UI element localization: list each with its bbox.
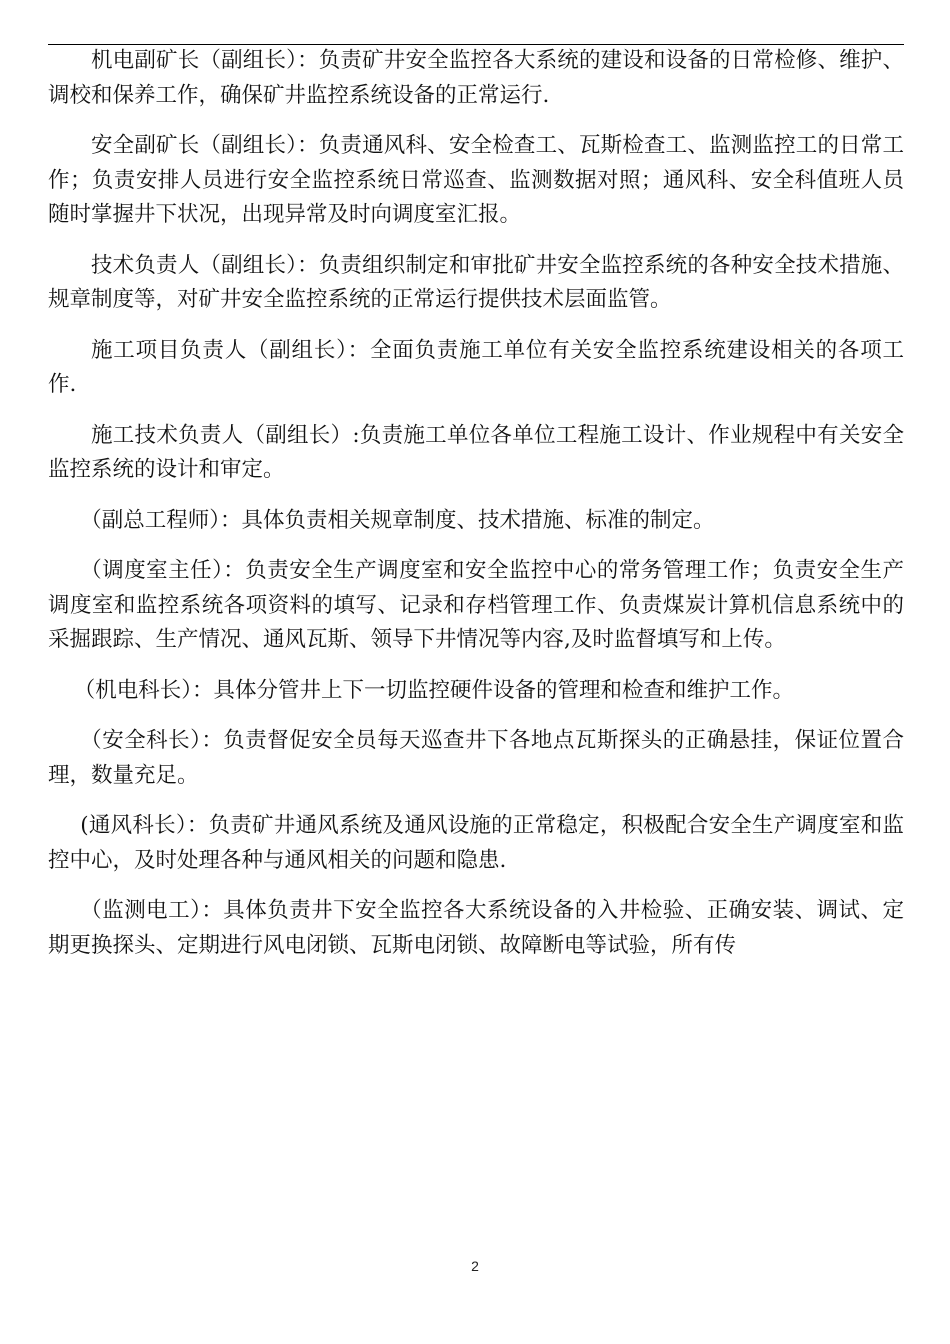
paragraph-deputy-chief-engineer: （副总工程师）：具体负责相关规章制度、技术措施、标准的制定。 [80, 507, 715, 533]
paragraph-dispatch-director: （调度室主任）：负责安全生产调度室和安全监控中心的常务管理工作；负责安全生产调度室和监控系统各项资料的填写、记录和存档管理工作、负责煤炭计算机信息系统中的采掘跟踪、生产情况、通风瓦斯、领导下井情况等内容,及时监督填写和上传。 [48, 558, 904, 652]
paragraph-mechanical-deputy: 机电副矿长（副组长）：负责矿井安全监控各大系统的建设和设备的日常检修、维护、调校和保养工作，确保矿井监控系统设备的正常运行. [48, 48, 904, 108]
paragraph-technical-lead: 技术负责人（副组长）：负责组织制定和审批矿井安全监控系统的各种安全技术措施、规章制度等，对矿井安全监控系统的正常运行提供技术层面监管。 [48, 252, 904, 312]
paragraph-construction-project-lead: 施工项目负责人（副组长）：全面负责施工单位有关安全监控系统建设相关的各项工作. [48, 337, 904, 397]
paragraph-mechanical-section-chief: （机电科长）：具体分管井上下一切监控硬件设备的管理和检查和维护工作。 [73, 677, 795, 703]
paragraph-monitoring-electrician: （监测电工）：具体负责井下安全监控各大系统设备的入井检验、正确安装、调试、定期更换探头、定期进行风电闭锁、瓦斯电闭锁、故障断电等试验，所有传 [48, 898, 904, 958]
paragraph-safety-deputy: 安全副矿长（副组长）：负责通风科、安全检查工、瓦斯检查工、监测监控工的日常工作；负责安排人员进行安全监控系统日常巡查、监测数据对照；通风科、安全科值班人员随时掌握井下状况，出现异常及时向调度室汇报。 [48, 133, 904, 227]
paragraph-ventilation-section-chief: (通风科长）：负责矿井通风系统及通风设施的正常稳定，积极配合安全生产调度室和监控中心，及时处理各种与通风相关的问题和隐患. [48, 813, 904, 873]
document-body [48, 44, 904, 979]
page-number: 2 [471, 1258, 479, 1274]
paragraph-safety-section-chief: （安全科长）：负责督促安全员每天巡查井下各地点瓦斯探头的正确悬挂，保证位置合理，数量充足。 [48, 728, 904, 788]
paragraph-construction-technical-lead: 施工技术负责人（副组长）:负责施工单位各单位工程施工设计、作业规程中有关安全监控系统的设计和审定。 [48, 422, 904, 482]
